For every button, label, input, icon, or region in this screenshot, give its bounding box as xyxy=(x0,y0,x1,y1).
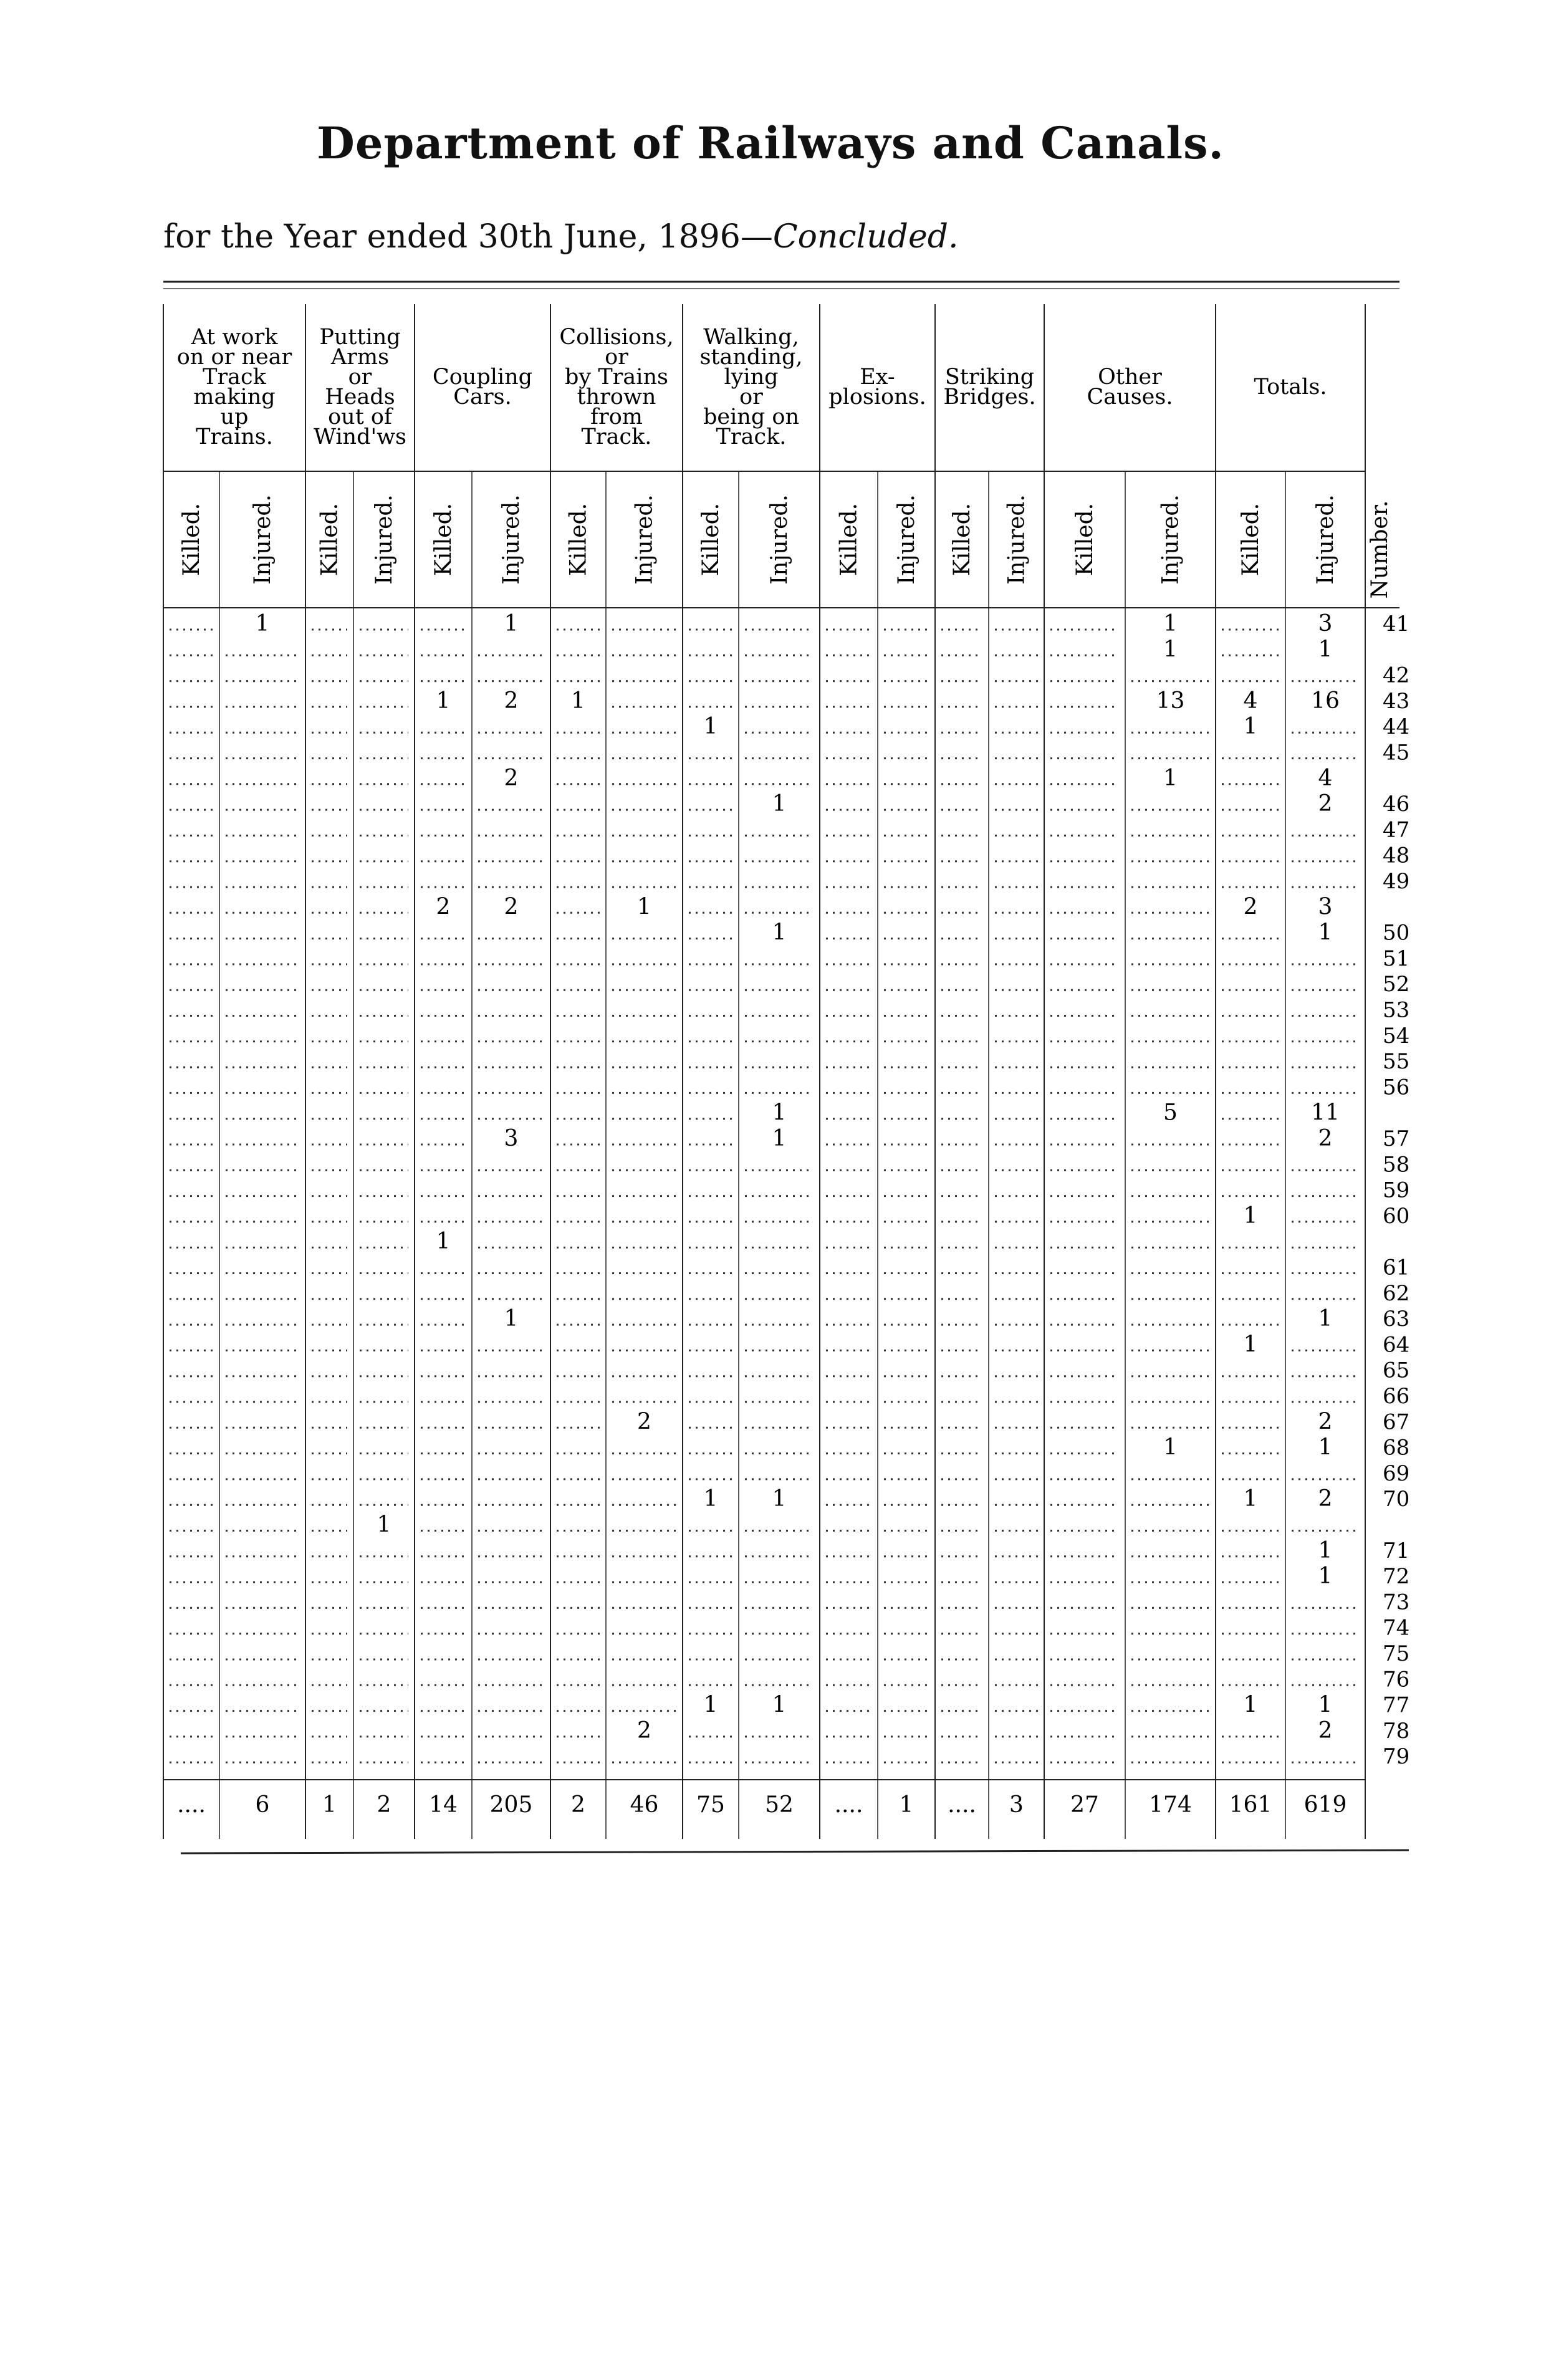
sub-header-17: Injured. xyxy=(1313,494,1338,585)
group-header-line: Totals. xyxy=(1254,375,1327,400)
totals-cell: .... xyxy=(948,1792,976,1818)
table-cell: 2 xyxy=(1243,894,1258,920)
table-cell: 3 xyxy=(1318,894,1333,920)
table-cell: 1 xyxy=(571,688,585,714)
group-header-line: or xyxy=(348,365,372,390)
table-cell: 1 xyxy=(1243,1202,1258,1229)
group-header-other xyxy=(1087,365,1173,410)
totals-cell: .... xyxy=(177,1792,206,1818)
sub-header-5: Injured. xyxy=(499,494,524,585)
totals-cell: 1 xyxy=(899,1792,914,1818)
table-cell: 1 xyxy=(772,1486,787,1512)
table-cell: 2 xyxy=(504,688,519,714)
table-cell: 1 xyxy=(772,1100,787,1126)
table-cell: 2 xyxy=(637,1409,651,1435)
group-header-line: Track. xyxy=(716,425,787,449)
row-number: 57 xyxy=(1383,1126,1410,1151)
table-cell: 1 xyxy=(772,919,787,946)
table-cell: 1 xyxy=(703,1692,718,1718)
group-header-line: Bridges. xyxy=(943,385,1036,410)
table-cell: 2 xyxy=(504,894,519,920)
table-cell: 1 xyxy=(255,611,270,636)
row-number: 54 xyxy=(1383,1023,1410,1048)
sub-header-7: Injured. xyxy=(631,494,658,585)
group-header-line: Putting xyxy=(319,325,401,350)
sub-header-9: Injured. xyxy=(767,494,792,585)
row-number: 45 xyxy=(1383,740,1410,765)
table-cell: 1 xyxy=(1318,919,1333,946)
group-header-line: lying xyxy=(724,365,779,390)
row-number: 47 xyxy=(1383,817,1410,843)
row-number: 68 xyxy=(1383,1435,1410,1461)
row-number: 76 xyxy=(1383,1667,1410,1692)
sub-header-16: Killed. xyxy=(1238,502,1264,577)
totals-cell: 75 xyxy=(696,1792,725,1818)
totals-cell: 619 xyxy=(1303,1792,1347,1818)
group-header-line: Heads xyxy=(325,385,395,410)
row-number: 75 xyxy=(1383,1641,1410,1666)
group-header-explosions xyxy=(828,365,926,410)
table-cell: 1 xyxy=(1318,1537,1333,1563)
group-header-line: or xyxy=(605,345,628,370)
group-header-line: Other xyxy=(1098,365,1162,390)
group-header-line: Coupling xyxy=(432,365,533,390)
sub-header-12: Killed. xyxy=(949,502,975,577)
row-number: 70 xyxy=(1383,1487,1410,1512)
table-cell: 11 xyxy=(1311,1100,1340,1126)
group-header-line: up xyxy=(220,405,249,429)
group-header-line: making xyxy=(193,385,276,410)
totals-cell: 2 xyxy=(377,1792,391,1818)
row-number: 52 xyxy=(1383,972,1410,997)
table-cell: 1 xyxy=(772,1692,787,1718)
group-header-line: out of xyxy=(328,405,392,429)
group-header-line: Trains. xyxy=(196,425,273,449)
table-cell: 1 xyxy=(1163,1434,1178,1461)
group-header-line: Ex- xyxy=(860,365,895,390)
totals-cell: 3 xyxy=(1009,1792,1024,1818)
group-header-line: on or near xyxy=(176,345,292,370)
row-number: 65 xyxy=(1383,1358,1410,1383)
group-header-line: Collisions, xyxy=(559,325,674,350)
table-cell: 2 xyxy=(1318,1486,1333,1512)
group-header-line: Cars. xyxy=(453,385,512,410)
totals-cell: 161 xyxy=(1229,1792,1272,1818)
table-cell: 1 xyxy=(703,714,718,740)
totals-cell: 52 xyxy=(765,1792,794,1818)
table-cell: 1 xyxy=(1318,1563,1333,1590)
sub-header-0: Killed. xyxy=(179,502,204,577)
row-number: 42 xyxy=(1383,663,1410,688)
subtitle-main: for the Year ended 30th June, 1896— xyxy=(163,218,773,256)
row-number: 49 xyxy=(1383,869,1410,894)
group-header-collisions xyxy=(559,325,673,449)
table-cell: 1 xyxy=(772,1126,787,1151)
table-cell: 2 xyxy=(504,765,519,791)
sub-header-10: Killed. xyxy=(836,502,862,577)
table-cell: 1 xyxy=(1318,636,1333,663)
table-cell: 16 xyxy=(1311,688,1340,714)
group-header-line: being on xyxy=(703,405,799,429)
row-number: 44 xyxy=(1383,714,1410,740)
group-header-line: Wind'ws xyxy=(313,425,407,449)
table-cell: 4 xyxy=(1243,688,1258,714)
sub-header-6: Killed. xyxy=(565,502,592,577)
sub-header-11: Injured. xyxy=(894,494,919,585)
totals-cell: 174 xyxy=(1149,1792,1192,1818)
table-cell: 4 xyxy=(1318,765,1333,791)
table-cell: 1 xyxy=(504,611,519,636)
table-cell: 1 xyxy=(1243,1332,1258,1358)
group-header-line: Walking, xyxy=(703,325,799,350)
row-number: 50 xyxy=(1383,920,1410,946)
row-number: 63 xyxy=(1383,1307,1410,1332)
table-cell: 1 xyxy=(504,1306,519,1332)
row-number: 78 xyxy=(1383,1718,1410,1744)
table-cell: 1 xyxy=(772,791,787,817)
totals-cell: 27 xyxy=(1070,1792,1099,1818)
totals-cell: .... xyxy=(834,1792,863,1818)
group-header-coupling xyxy=(433,365,532,410)
number-header: Number. xyxy=(1367,500,1393,599)
row-number: 46 xyxy=(1383,792,1410,817)
group-header-line: At work xyxy=(191,325,278,350)
row-number: 48 xyxy=(1383,843,1410,868)
row-number: 69 xyxy=(1383,1461,1410,1486)
table-cell: 1 xyxy=(1163,765,1178,791)
totals-cell: 2 xyxy=(571,1792,585,1818)
row-number: 72 xyxy=(1383,1564,1410,1590)
row-number: 73 xyxy=(1383,1590,1410,1615)
row-number: 77 xyxy=(1383,1692,1410,1718)
row-number: 55 xyxy=(1383,1049,1410,1075)
row-number: 79 xyxy=(1383,1744,1410,1770)
table-cell: 1 xyxy=(1318,1692,1333,1718)
row-number: 41 xyxy=(1383,612,1410,636)
sub-header-2: Killed. xyxy=(317,502,343,577)
group-header-putting_arms xyxy=(314,325,406,449)
group-header-line: Track. xyxy=(581,425,652,449)
row-number: 51 xyxy=(1383,946,1410,971)
group-header-striking xyxy=(943,365,1035,410)
totals-cell: 46 xyxy=(630,1792,659,1818)
row-number: 64 xyxy=(1383,1332,1410,1358)
group-header-at_work xyxy=(177,325,292,449)
group-header-line: or xyxy=(739,385,763,410)
row-number: 71 xyxy=(1383,1538,1410,1563)
row-number: 43 xyxy=(1383,688,1410,714)
group-header-totals xyxy=(1254,375,1327,400)
table-cell: 2 xyxy=(1318,791,1333,817)
sub-header-1: Injured. xyxy=(250,494,276,585)
table-cell: 1 xyxy=(637,894,651,920)
sub-header-15: Injured. xyxy=(1158,494,1184,585)
subtitle-italic: Concluded. xyxy=(772,218,959,256)
table-cell: 1 xyxy=(1318,1434,1333,1461)
group-header-line: thrown xyxy=(577,385,656,410)
table-cell: 2 xyxy=(1318,1717,1333,1744)
sub-header-4: Killed. xyxy=(431,502,456,577)
sub-header-3: Injured. xyxy=(372,494,397,585)
group-header-line: standing, xyxy=(699,345,803,370)
table-cell: 2 xyxy=(1318,1409,1333,1435)
row-number: 56 xyxy=(1383,1075,1410,1100)
table-cell: 2 xyxy=(637,1717,651,1744)
row-number: 62 xyxy=(1383,1280,1410,1306)
totals-cell: 14 xyxy=(429,1792,458,1818)
row-number: 53 xyxy=(1383,997,1410,1023)
table-cell: 1 xyxy=(703,1486,718,1512)
group-header-line: Causes. xyxy=(1087,385,1173,410)
table-cell: 1 xyxy=(436,688,451,714)
row-number: 74 xyxy=(1383,1615,1410,1641)
table-cell: 1 xyxy=(1243,1692,1258,1718)
group-header-line: Striking xyxy=(944,365,1035,390)
row-number: 61 xyxy=(1383,1255,1410,1280)
group-header-line: by Trains xyxy=(565,365,668,390)
table-cell: 1 xyxy=(1163,636,1178,663)
row-number: 67 xyxy=(1383,1409,1410,1435)
totals-cell: 1 xyxy=(322,1792,337,1818)
row-number: 59 xyxy=(1383,1178,1410,1203)
row-number: 60 xyxy=(1383,1203,1410,1229)
group-header-line: from xyxy=(590,405,643,429)
table-cell: 3 xyxy=(504,1126,519,1151)
table-cell: 1 xyxy=(1163,611,1178,636)
sub-header-14: Killed. xyxy=(1072,502,1098,577)
table-cell: 5 xyxy=(1163,1100,1178,1126)
table-cell: 1 xyxy=(436,1229,451,1255)
table-cell: 3 xyxy=(1318,611,1333,636)
table-cell: 2 xyxy=(1318,1126,1333,1151)
totals-cell: 205 xyxy=(489,1792,533,1818)
totals-cell: 6 xyxy=(255,1792,270,1818)
group-header-walking xyxy=(699,325,802,449)
group-header-line: Track xyxy=(203,365,266,390)
table-cell: 2 xyxy=(436,894,451,920)
sub-header-13: Injured. xyxy=(1004,494,1030,585)
table-cell: 1 xyxy=(377,1512,391,1538)
table-cell: 1 xyxy=(1243,714,1258,740)
sub-header-8: Killed. xyxy=(698,502,724,577)
row-number: 58 xyxy=(1383,1152,1410,1178)
bottom-rule xyxy=(181,1850,1409,1853)
table-cell: 13 xyxy=(1156,688,1185,714)
row-number: 66 xyxy=(1383,1384,1410,1409)
group-header-line: Arms xyxy=(330,345,390,370)
table-cell: 1 xyxy=(1318,1306,1333,1332)
table-cell: 1 xyxy=(1243,1486,1258,1512)
page-title: Department of Railways and Canals. xyxy=(317,117,1224,169)
group-header-line: plosions. xyxy=(828,385,926,410)
